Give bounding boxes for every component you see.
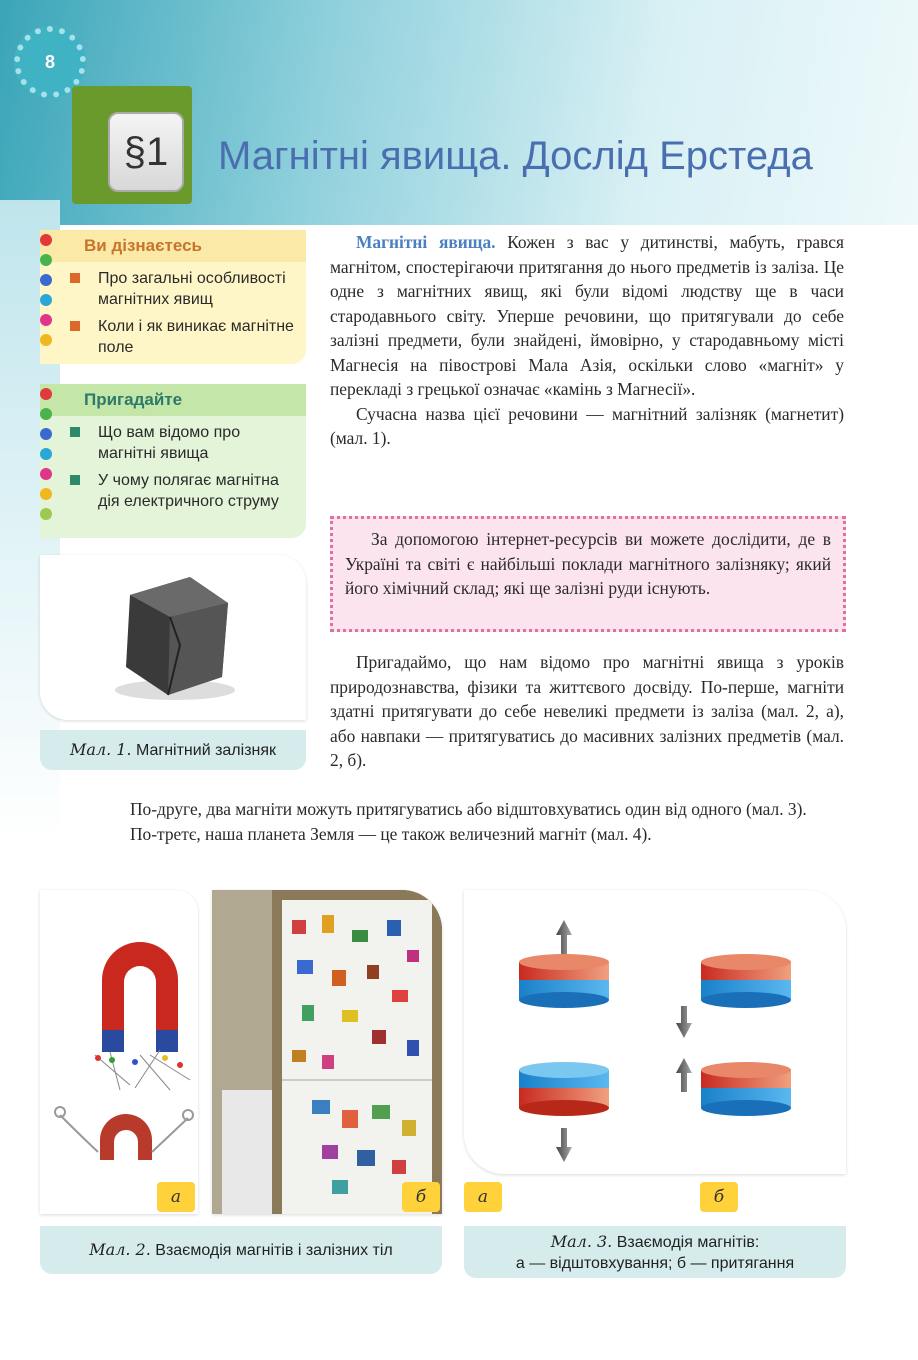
paragraph: Сучасна назва цієї речовини — магнітний залізняк (магнетит) (мал. 1).	[330, 403, 844, 448]
learn-item: Про загальні особливості магнітних явищ	[68, 268, 302, 310]
figure2-caption: Мал. 2. Взаємодія магнітів і залізних тіл	[40, 1226, 442, 1274]
arrow-down-icon	[676, 1006, 692, 1038]
figure2b-photo	[212, 890, 442, 1214]
paragraph: Магнітні явища. Кожен з вас у дитинстві, мабуть, грався магнітом, спостерігаючи притягання до нього предметів із заліза. Це одне з магнітних явищ, які були відомі людству ще в часи стародавнього світу. Уперше речовини, що притягували до себе залізні предмети, були знайдені, ймовірно, у стародавньому місті Магнесія на півострові Мала Азія, оскільки слово «магніт» у перекладі з грецької означає «камінь з Магнесії».	[330, 232, 844, 399]
section-number: §1	[108, 112, 184, 192]
section-title: Магнітні явища. Дослід Ерстеда	[218, 134, 813, 178]
arrow-up-icon	[676, 1058, 692, 1092]
learn-box-heading: Ви дізнаєтесь	[40, 230, 306, 262]
figure2-label-a: а	[157, 1182, 195, 1212]
main-text-2	[330, 650, 844, 773]
paragraph: По-третє, наша планета Земля — це також величезний магніт (мал. 4).	[130, 823, 652, 844]
magnet-b-top	[701, 954, 791, 1008]
bullet-icon	[70, 321, 80, 331]
task-text: За допомогою інтернет-ресурсів ви можете дослідити, де в Україні та світі є найбільші поклади магнітного залізняку; який його хімічний склад; які ще залізні руди існують.	[345, 529, 831, 598]
bullet-icon	[70, 427, 80, 437]
bead-decoration	[40, 388, 54, 528]
page-number: 8	[44, 51, 55, 72]
figure3-label-b: б	[700, 1182, 738, 1212]
magnet-a-bottom	[519, 1062, 609, 1116]
figure2a-photo	[40, 890, 198, 1214]
learn-item: Коли і як виникає магнітне поле	[68, 316, 302, 358]
paragraph: Пригадаймо, що нам відомо про магнітні явища з уроків природознавства, фізики та життєвого досвіду. По-перше, магніти здатні притягувати до себе невеликі предмети із заліза (мал. 2, а), або навпаки — притягуватись до масивних залізних предметів (мал. 2, б).	[330, 652, 844, 770]
magnet-a-top	[519, 954, 609, 1008]
recall-item: У чому полягає магнітна дія електричного струму	[68, 470, 302, 512]
bullet-icon	[70, 273, 80, 283]
paragraph: По-друге, два магніти можуть притягуватись або відштовхуватись один від одного (мал. 3).	[130, 799, 807, 819]
recall-box-heading: Пригадайте	[40, 384, 306, 416]
arrow-up-icon	[556, 920, 572, 954]
bead-decoration	[40, 234, 54, 354]
figure3-diagram	[464, 890, 846, 1174]
bullet-icon	[70, 475, 80, 485]
figure3-caption: Мал. 3. Взаємодія магнітів: а — відштовхування; б — притягання	[464, 1226, 846, 1278]
magnet-b-bottom	[701, 1062, 791, 1116]
full-width-text	[104, 797, 846, 846]
internet-task-box	[330, 516, 846, 632]
learn-box	[40, 230, 306, 364]
figure2-label-b: б	[402, 1182, 440, 1212]
magnetite-photo	[40, 555, 306, 720]
main-text	[330, 230, 844, 451]
recall-item: Що вам відомо про магнітні явища	[68, 422, 302, 464]
recall-box	[40, 384, 306, 538]
figure1-caption: Мал. 1. Магнітний залізняк	[40, 730, 306, 770]
figure3-label-a: а	[464, 1182, 502, 1212]
arrow-down-icon	[556, 1128, 572, 1162]
